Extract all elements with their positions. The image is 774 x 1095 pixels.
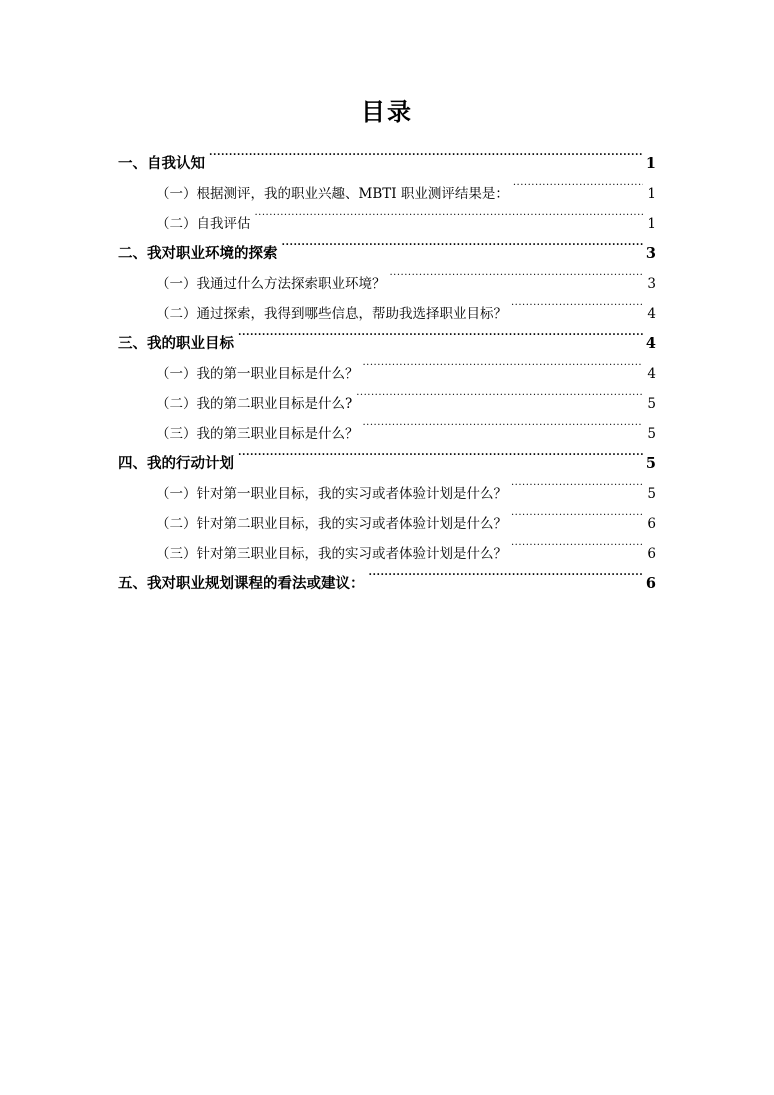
- toc-entry-text: 五、我对职业规划课程的看法或建议：: [118, 575, 365, 592]
- toc-page-number: 5: [647, 486, 656, 502]
- toc-dot-leader: [390, 258, 644, 288]
- toc-dot-leader: [238, 318, 643, 348]
- toc-page-number: 4: [647, 366, 656, 382]
- toc-entry-text: （二）自我评估: [156, 216, 251, 232]
- table-of-contents: [118, 138, 656, 592]
- toc-page-number: 6: [645, 575, 656, 592]
- toc-page-number: 6: [647, 546, 656, 562]
- toc-page-number: 3: [647, 276, 656, 292]
- toc-entry-text: 一、自我认知: [118, 155, 205, 172]
- toc-dot-leader: [369, 558, 643, 588]
- toc-dot-leader: [363, 348, 644, 378]
- toc-dot-leader: [511, 498, 643, 528]
- toc-entry-text: （三）针对第三职业目标，我的实习或者体验计划是什么？: [156, 546, 507, 562]
- toc-entry-text: （三）我的第三职业目标是什么？: [156, 426, 359, 442]
- page-title: 目录: [361, 98, 413, 126]
- toc-entry-section-1[interactable]: [118, 138, 656, 172]
- toc-page-number: 1: [647, 216, 656, 232]
- toc-page-number: 4: [647, 306, 656, 322]
- toc-entry-text: （二）我的第二职业目标是什么?: [156, 396, 353, 412]
- toc-entry-text: （一）我通过什么方法探索职业环境？: [156, 276, 386, 292]
- toc-dot-leader: [356, 378, 643, 408]
- toc-dot-leader: [238, 438, 643, 468]
- toc-page-number: 3: [645, 245, 656, 262]
- toc-dot-leader: [511, 528, 643, 558]
- toc-dot-leader: [363, 408, 644, 438]
- toc-dot-leader: [511, 468, 643, 498]
- toc-entry-text: （二）通过探索，我得到哪些信息，帮助我选择职业目标？: [156, 306, 507, 322]
- toc-entry-text: （二）针对第二职业目标，我的实习或者体验计划是什么？: [156, 516, 507, 532]
- toc-entry-text: （一）根据测评，我的职业兴趣、MBTI 职业测评结果是：: [156, 186, 509, 202]
- toc-entry-text: （一）我的第一职业目标是什么？: [156, 366, 359, 382]
- toc-dot-leader: [255, 198, 644, 228]
- toc-dot-leader: [209, 138, 643, 168]
- toc-page-number: 5: [647, 426, 656, 442]
- toc-page-number: 6: [647, 516, 656, 532]
- toc-page-number: 4: [645, 335, 656, 352]
- toc-dot-leader: [282, 228, 643, 258]
- toc-entry-text: 三、我的职业目标: [118, 335, 234, 352]
- toc-entry-text: 四、我的行动计划: [118, 455, 234, 472]
- toc-page-number: 1: [647, 186, 656, 202]
- toc-page-number: 5: [647, 396, 656, 412]
- toc-page-number: 1: [645, 155, 656, 172]
- toc-entry-text: 二、我对职业环境的探索: [118, 245, 278, 262]
- toc-dot-leader: [511, 288, 643, 318]
- toc-dot-leader: [513, 168, 643, 198]
- toc-page-number: 5: [645, 455, 656, 472]
- toc-entry-text: （一）针对第一职业目标，我的实习或者体验计划是什么？: [156, 486, 507, 502]
